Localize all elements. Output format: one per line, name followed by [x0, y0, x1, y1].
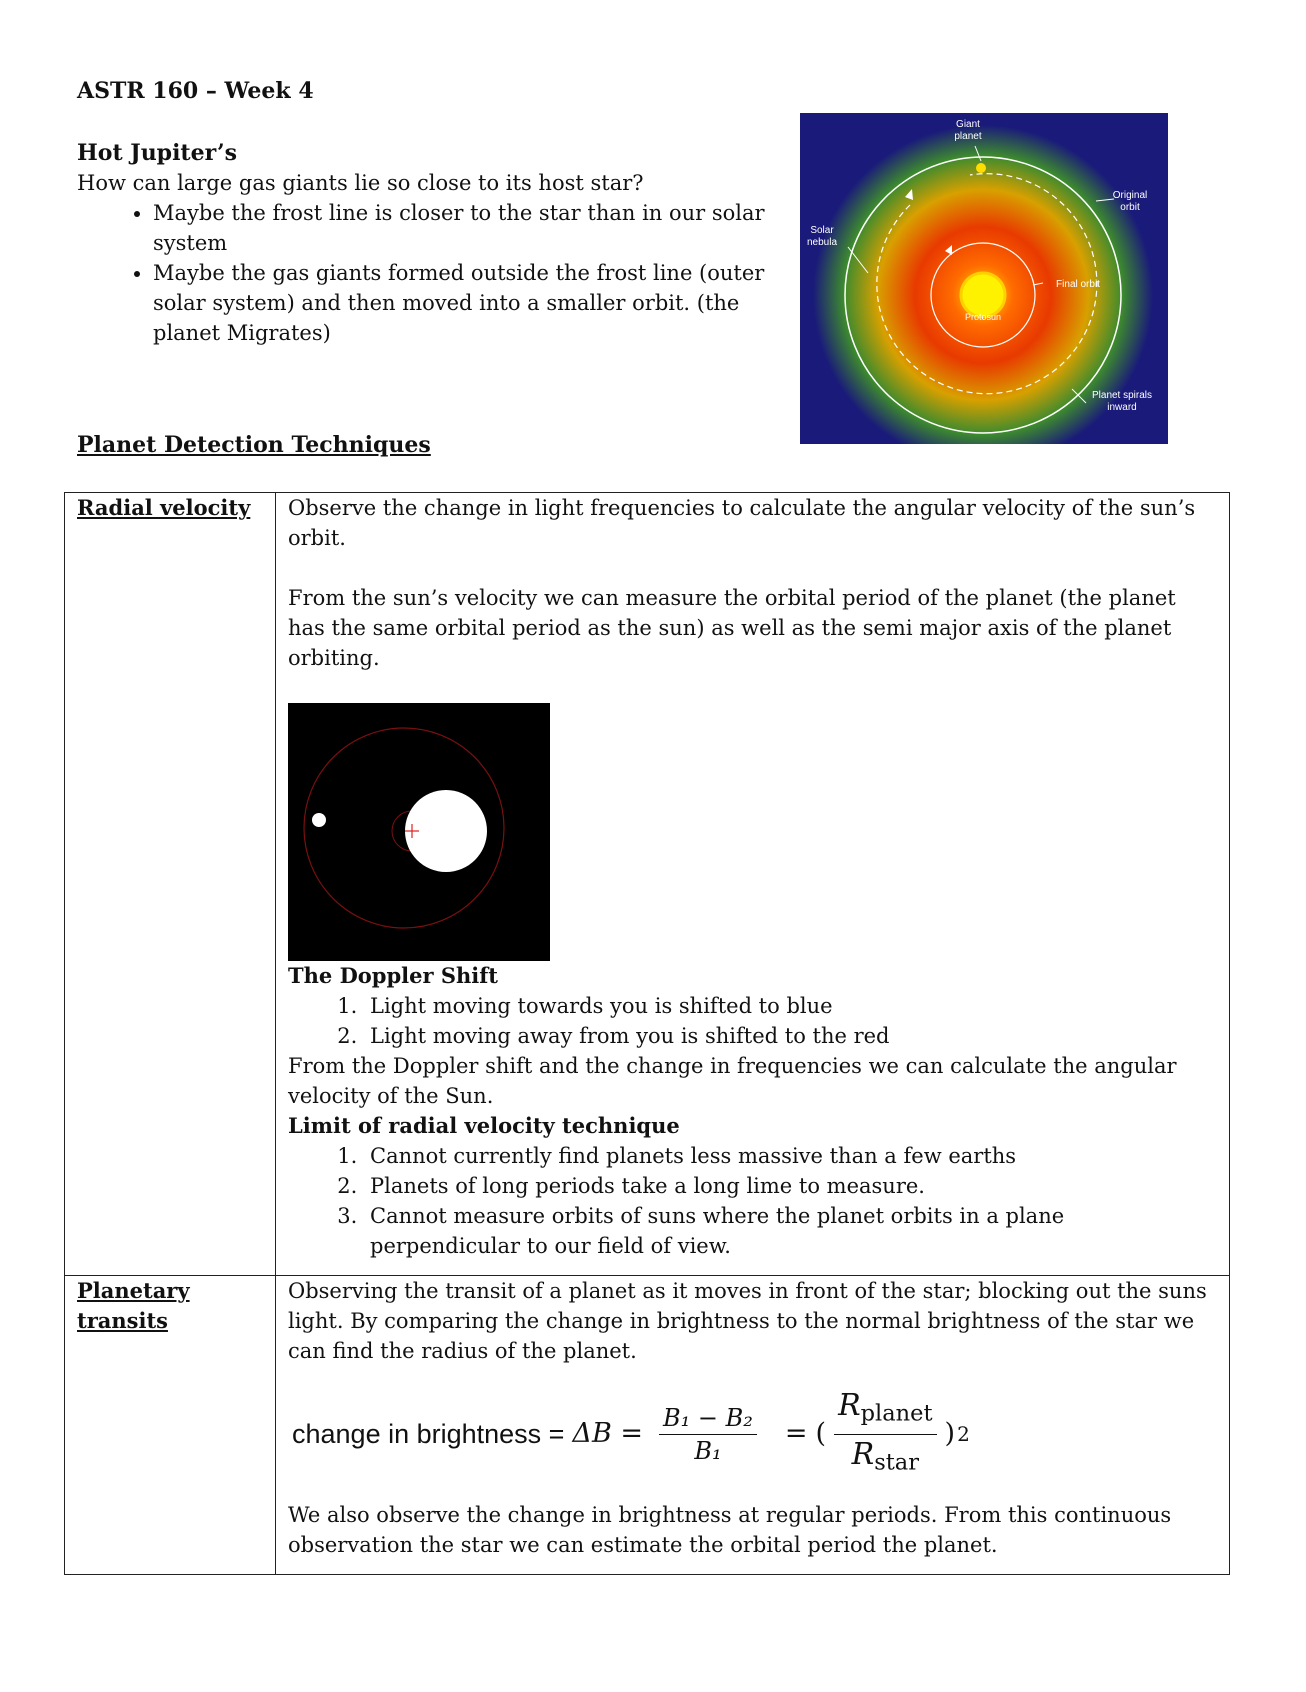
formula-denominator: B₁ [694, 1436, 722, 1465]
label-planet: planet [954, 131, 982, 142]
list-item: 1. Light moving towards you is shifted to blue [364, 991, 1219, 1021]
label-orbit: orbit [1120, 202, 1140, 213]
techniques-table [64, 492, 1230, 1575]
formula-r-star: $R_{star}$ [851, 1436, 919, 1476]
limit-heading: Limit of radial velocity technique [288, 1113, 680, 1138]
formula-r-planet: $R_{planet}$ [834, 1388, 936, 1435]
formula-numerator: B₁ − B₂ [659, 1404, 757, 1435]
table-row [65, 493, 1230, 1276]
label-solar: Solar [810, 225, 834, 236]
document-title: ASTR 160 – Week 4 [77, 78, 314, 104]
bullet-item: • Maybe the gas giants formed outside the frost line (outer solar system) and then moved into a smaller orbit. (the planet Migrates) [153, 258, 777, 348]
list-item: 1. Cannot currently find planets less massive than a few earths [364, 1141, 1219, 1171]
formula-equals: = [784, 1418, 808, 1450]
label-final-orbit: Final orbit [1056, 279, 1100, 290]
formula-delta: ΔB = [572, 1418, 643, 1450]
formula-exponent: 2 [957, 1422, 970, 1447]
label-spirals: Planet spirals [1091, 390, 1153, 401]
protosun [961, 273, 1005, 317]
brightness-formula [292, 1388, 1219, 1480]
label-protosun: Protosun [964, 312, 1002, 322]
giant-planet [976, 163, 986, 173]
paragraph: We also observe the change in brightness at regular periods. From this continuous observation the star we can estimate the orbital period the planet. [288, 1503, 1172, 1558]
doppler-heading: The Doppler Shift [288, 963, 499, 988]
radial-velocity-content [276, 493, 1230, 1276]
limit-list [288, 1141, 1219, 1261]
radial-velocity-label: Radial velocity [65, 493, 276, 1276]
orbit-animation-image [288, 703, 550, 961]
list-item: 3. Cannot measure orbits of suns where the planet orbits in a plane perpendicular to our field of view. [364, 1201, 1219, 1261]
label-original: Original [1112, 190, 1148, 201]
paragraph: Observing the transit of a planet as it moves in front of the star; blocking out the suns light. By comparing the change in brightness to the normal brightness of the star we can find the radius of the planet. [288, 1279, 1207, 1363]
planetary-transits-label: Planetary transits [65, 1276, 276, 1575]
list-item: 2. Planets of long periods take a long lime to measure. [364, 1171, 1219, 1201]
hot-jupiters-question: How can large gas giants lie so close to its host star? [77, 171, 644, 195]
formula-radius-fraction [834, 1388, 936, 1480]
planet-migration-diagram [800, 113, 1168, 444]
formula-paren-close: ) [944, 1418, 956, 1450]
paragraph: Observe the change in light frequencies to calculate the angular velocity of the sun’s orbit. [288, 496, 1196, 550]
paragraph: From the sun’s velocity we can measure the orbital period of the planet (the planet has the same orbital period as the sun) as well as the semi major axis of the planet orbiting. [288, 586, 1176, 670]
hot-jupiters-bullets [77, 198, 777, 348]
planetary-transits-content [276, 1276, 1230, 1575]
label-inward: inward [1107, 402, 1137, 413]
label-nebula: nebula [806, 237, 838, 248]
doppler-list [288, 991, 1219, 1051]
label-giant: Giant [956, 119, 980, 130]
formula-paren-open: ( [815, 1418, 827, 1450]
planet [312, 813, 326, 827]
list-item: 2. Light moving away from you is shifted to the red [364, 1021, 1219, 1051]
formula-fraction [659, 1404, 757, 1465]
bullet-item: • Maybe the frost line is closer to the star than in our solar system [153, 198, 777, 258]
hot-jupiters-section [77, 138, 777, 348]
detection-techniques-heading: Planet Detection Techniques [77, 432, 431, 458]
formula-label: change in brightness = [292, 1419, 565, 1450]
paragraph: From the Doppler shift and the change in frequencies we can calculate the angular velocity of the Sun. [288, 1054, 1177, 1108]
hot-jupiters-heading: Hot Jupiter’s [77, 140, 238, 166]
table-row [65, 1276, 1230, 1575]
